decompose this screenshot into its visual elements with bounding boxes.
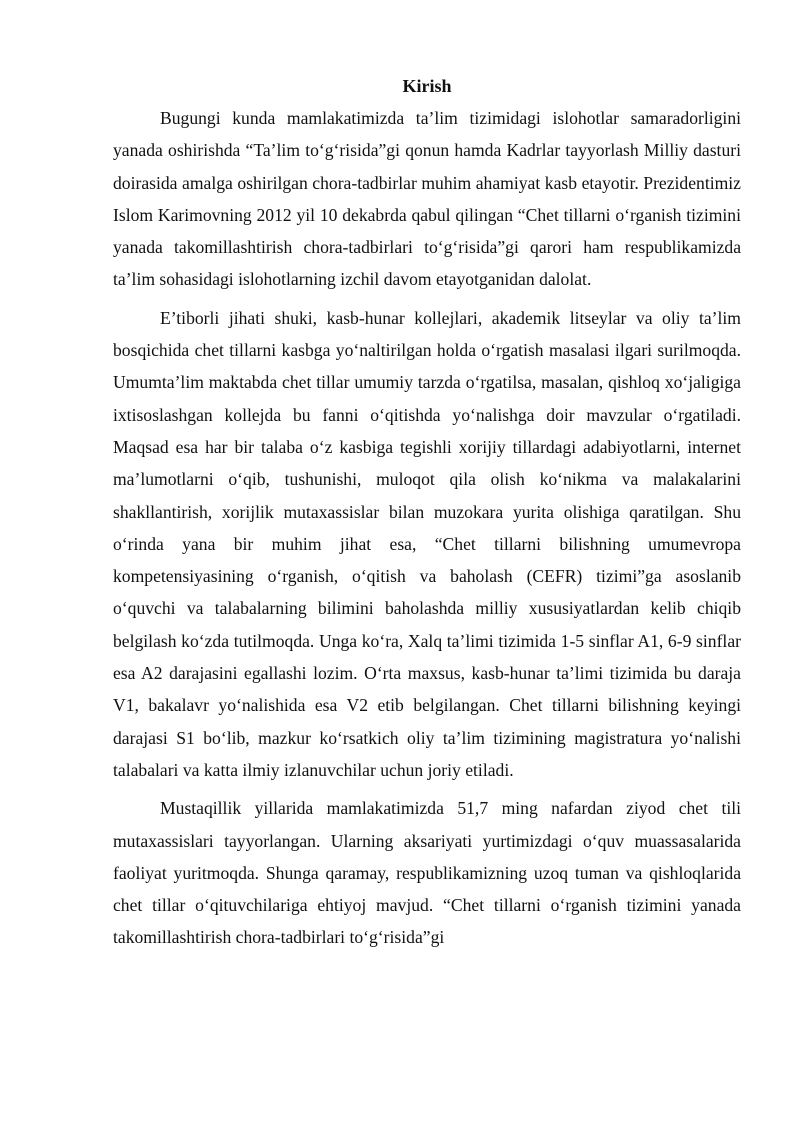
paragraph-2: E’tiborli jihati shuki, kasb-hunar kollejlari, akademik litseylar va oliy ta’lim bosqichida chet tillarni kasbga yo‘naltirilgan holda o‘rgatish masalasi ilgari surilmoqda. Umumta’lim maktabda chet tillar umumiy tarzda o‘rgatilsa, masalan, qishloq xo‘jaligiga ixtisoslashgan kollejda bu fanni o‘qitishda yo‘nalishga doir mavzular o‘rgatiladi. Maqsad esa har bir talaba o‘z kasbiga tegishli xorijiy tillardagi adabiyotlarni, internet ma’lumotlarni o‘qib, tushunishi, muloqot qila olish ko‘nikma va malakalarini shakllantirish, xorijlik mutaxassislar bilan muzokara yurita olishiga qaratilgan. Shu o‘rinda yana bir muhim jihat esa, “Chet tillarni bilishning umumevropa kompetensiyasining o‘rganish, o‘qitish va baholash (CEFR) tizimi”ga asoslanib o‘quvchi va talabalarning bilimini baholashda milliy xususiyatlardan kelib chiqib belgilash ko‘zda tutilmoqda. Unga ko‘ra, Xalq ta’limi tizimida 1-5 sinflar A1, 6-9 sinflar esa A2 darajasini egallashi lozim. O‘rta maxsus, kasb-hunar ta’limi tizimida bu daraja V1, bakalavr yo‘nalishida esa V2 etib belgilangan. Chet tillarni bilishning keyingi darajasi S1 bo‘lib, mazkur ko‘rsatkich oliy ta’lim tizimining magistratura yo‘nalishi talabalari va katta ilmiy izlanuvchilar uchun joriy etiladi. — [113, 307, 741, 780]
paragraph-1: Bugungi kunda mamlakatimizda ta’lim tizimidagi islohotlar samaradorligini yanada oshirishda “Ta’lim to‘g‘risida”gi qonun hamda Kadrlar tayyorlash Milliy dasturi doirasida amalga oshirilgan chora-tadbirlar muhim ahamiyat kasb etayotir. Prezidentimiz Islom Karimovning 2012 yil 10 dekabrda qabul qilingan “Chet tillarni o‘rganish tizimini yanada takomillashtirish chora-tadbirlari to‘g‘risida”gi qarori ham respublikamizda ta’lim sohasidagi islohotlarning izchil davom etayotganidan dalolat. — [113, 108, 741, 290]
page-title: Kirish — [402, 76, 452, 96]
document-body — [113, 74, 741, 960]
paragraph-3: Mustaqillik yillarida mamlakatimizda 51,7 ming nafardan ziyod chet tili mutaxassislari tayyorlangan. Ularning aksariyati yurtimizdagi o‘quv muassasalarida faoliyat yuritmoqda. Shunga qaramay, respublikamizning uzoq tuman va qishloqlarida chet tillar o‘qituvchilariga ehtiyoj mavjud. “Chet tillarni o‘rganish tizimini yanada takomillashtirish chora-tadbirlari to‘g‘risida”gi — [113, 798, 741, 948]
